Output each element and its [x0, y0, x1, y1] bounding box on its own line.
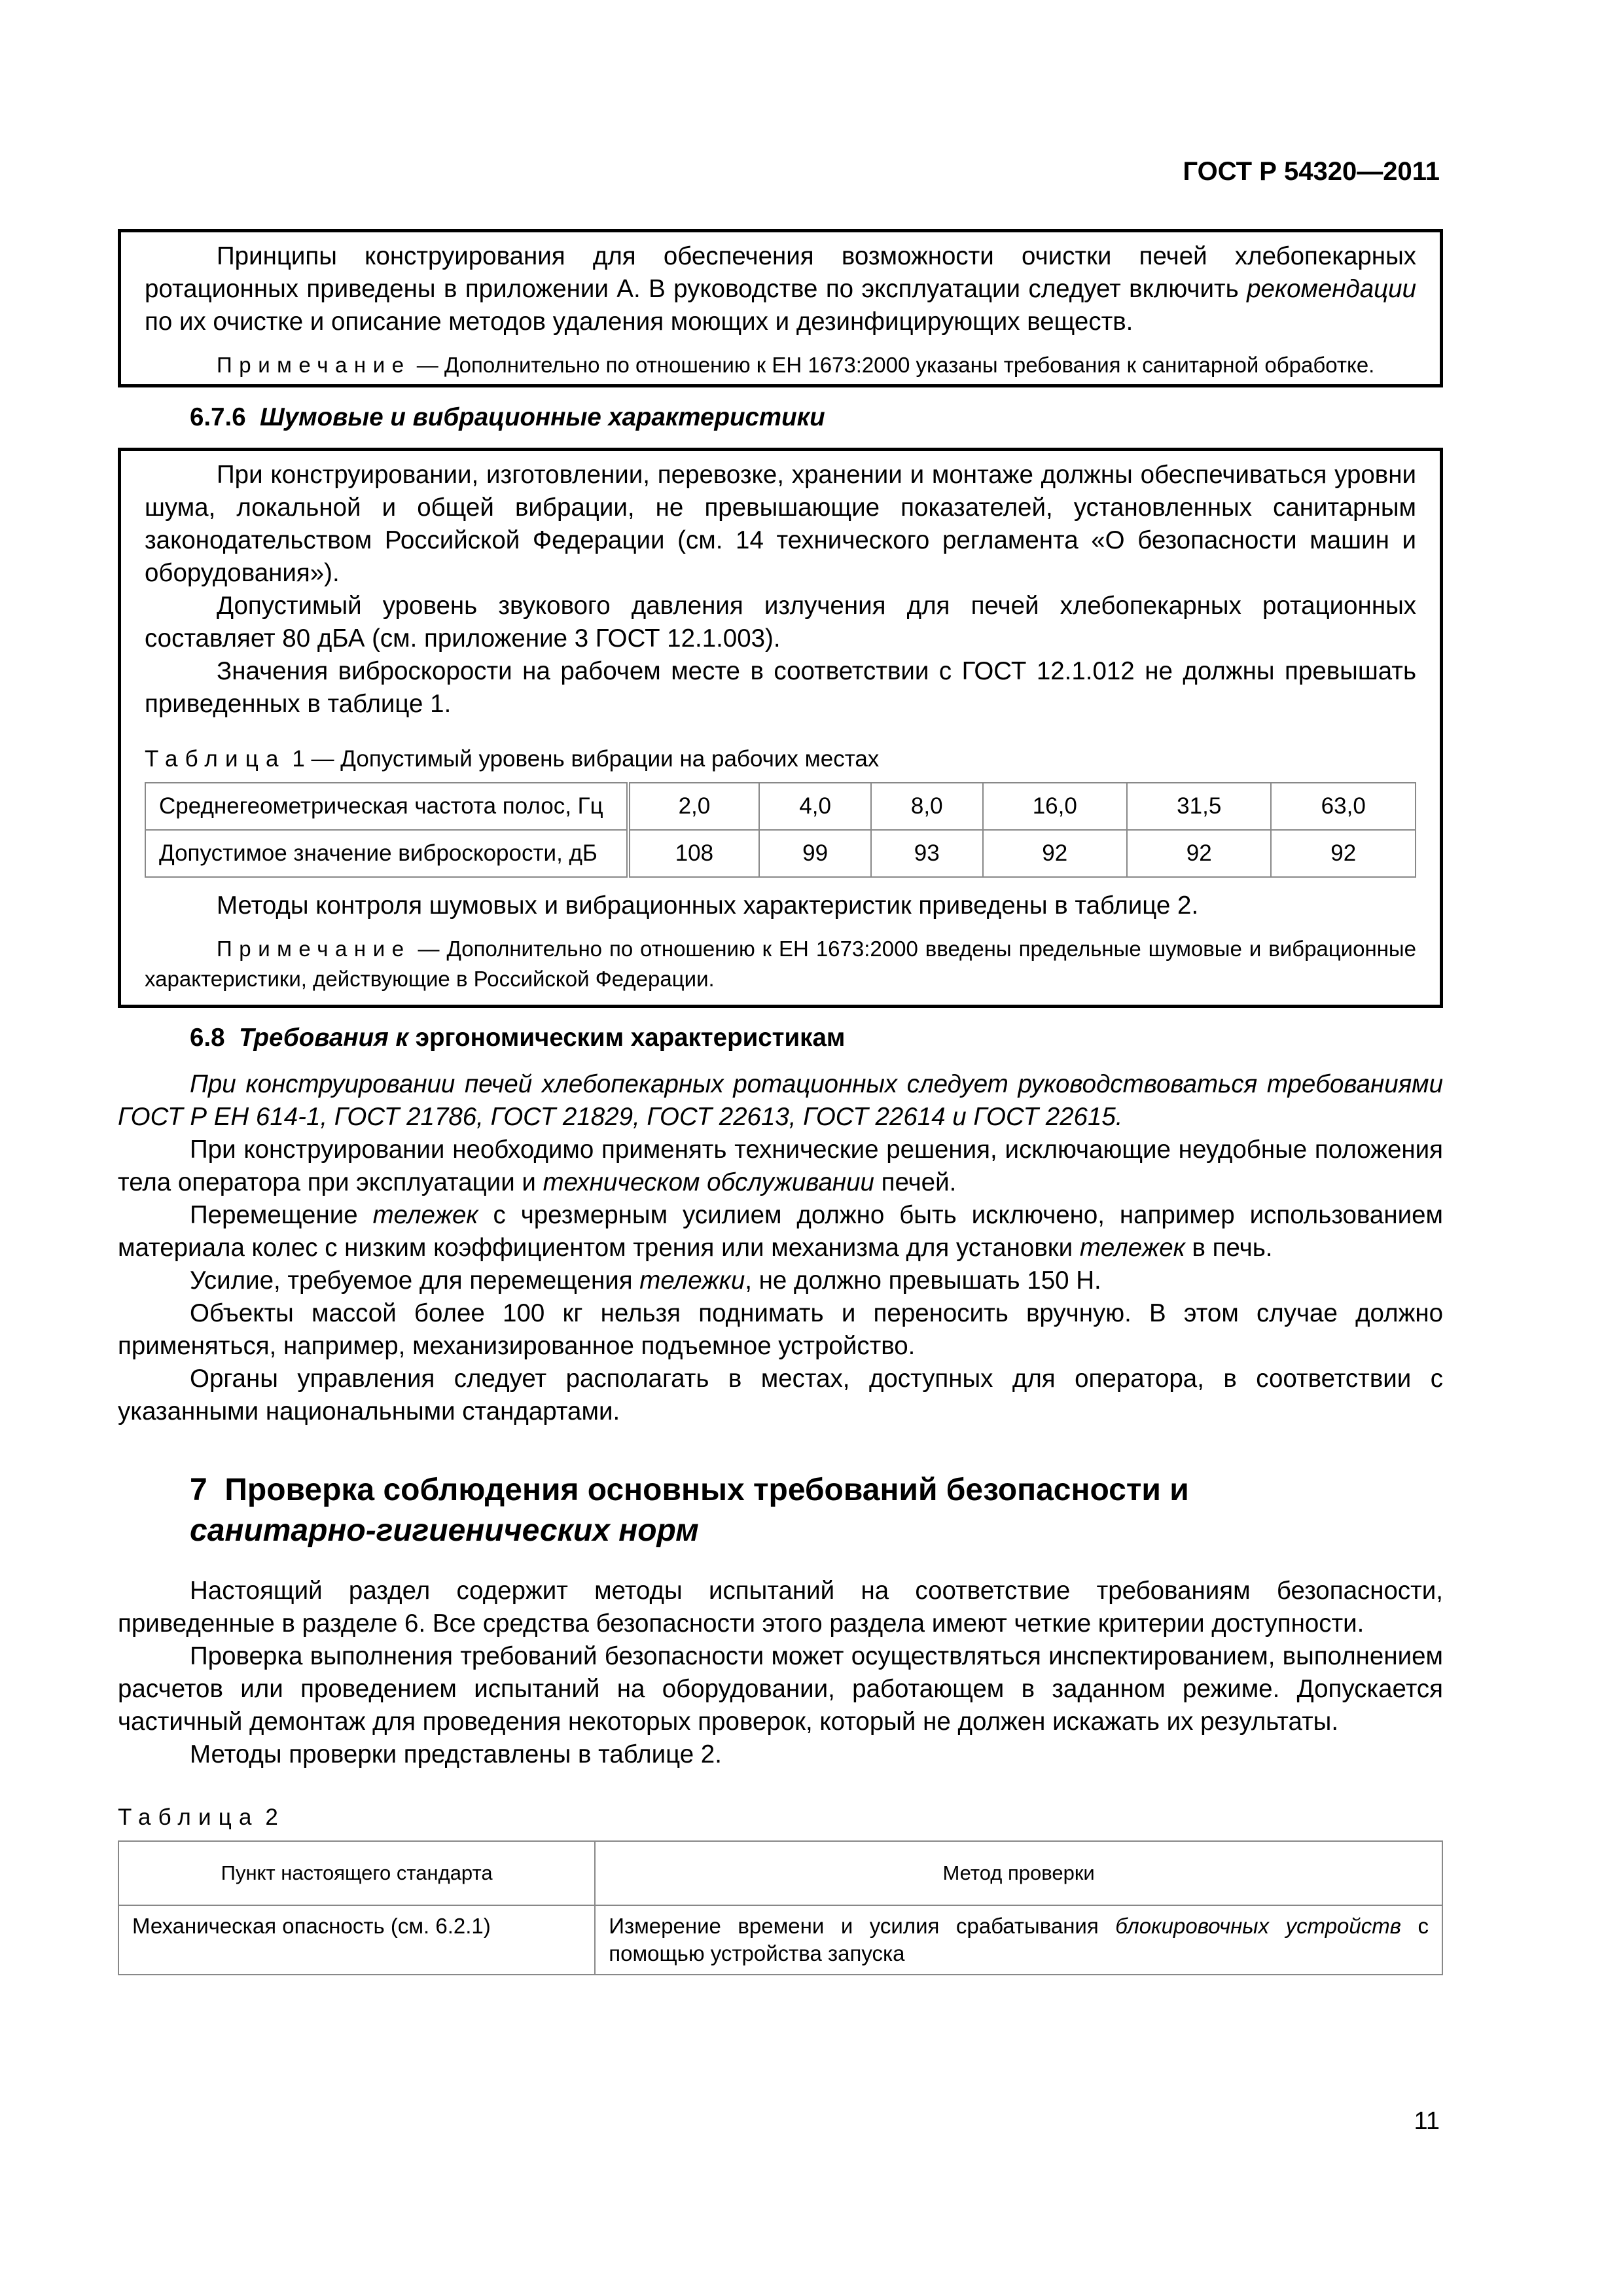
ergonomics-paragraph-1: При конструировании печей хлебопекарных ротационных следует руководствоваться требованиями ГОСТ Р ЕН 614-1, ГОСТ 21786, ГОСТ 21829, ГОСТ 22613, ГОСТ 22614 и ГОСТ 22615. — [118, 1070, 1443, 1131]
noise-paragraph-2: Допустимый уровень звукового давления излучения для печей хлебопекарных ротационных составляет 80 дБА (см. приложение 3 ГОСТ 12.1.003). — [145, 592, 1416, 653]
page-content — [118, 229, 1443, 1975]
ergonomics-paragraph-6: Органы управления следует располагать в местах, доступных для оператора, в соответствии с указанными национальными стандартами. — [118, 1365, 1443, 1426]
ergonomics-paragraph-3: Перемещение тележек с чрезмерным усилием должно быть исключено, например использованием материала колес с низким коэффициентом трения или механизма для установки тележек в печь. — [118, 1201, 1443, 1262]
table-header-row — [118, 1841, 1442, 1905]
verification-paragraph-3: Методы проверки представлены в таблице 2. — [190, 1740, 722, 1768]
vibration-table — [145, 782, 1416, 878]
verification-paragraph-2: Проверка выполнения требований безопасности может осуществляться инспектированием, выполнением расчетов или проведением испытаний на оборудовании, работающем в заданном режиме. Допускается частичный демонтаж для проведения некоторых проверок, который не должен искажать их результаты. — [118, 1642, 1443, 1736]
amendment-box-noise — [118, 448, 1443, 1008]
table-cell: 31,5 — [1127, 783, 1271, 830]
document-id-header: ГОСТ Р 54320—2011 — [1183, 157, 1440, 186]
table-row — [145, 783, 1416, 830]
table-cell: 93 — [871, 830, 983, 877]
ergonomics-paragraph-5: Объекты массой более 100 кг нельзя поднимать и переносить вручную. В этом случае должно применяться, например, механизированное подъемное устройство. — [118, 1299, 1443, 1360]
table-cell: 92 — [983, 830, 1127, 877]
noise-paragraph-4: Методы контроля шумовых и вибрационных характеристик приведены в таблице 2. — [217, 891, 1199, 920]
table-cell: Допустимое значение виброскорости, дБ — [145, 830, 628, 877]
note-noise: Примечание — Дополнительно по отношению к ЕН 1673:2000 введены предельные шумовые и вибрационные характеристики, действующие в Российской Федерации. — [145, 937, 1416, 991]
section-7-heading: 7 Проверка соблюдения основных требований безопасности и санитарно-гигиенических норм — [190, 1473, 1189, 1548]
table-cell: 92 — [1127, 830, 1271, 877]
table-2-caption: Таблица 2 — [118, 1804, 278, 1830]
section-68-heading: 6.8 Требования к эргономическим характеристикам — [190, 1024, 846, 1052]
table-cell: Механическая опасность (см. 6.2.1) — [118, 1905, 595, 1975]
table-cell: 63,0 — [1271, 783, 1416, 830]
noise-paragraph-1: При конструировании, изготовлении, перевозке, хранении и монтаже должны обеспечиваться уровни шума, локальной и общей вибрации, не превышающие показателей, установленных санитарным законодательством Российской Федерации (см. 14 технического регламента «О безопасности машин и оборудования»). — [145, 461, 1416, 587]
table-cell: 4,0 — [759, 783, 871, 830]
table-cell: 108 — [628, 830, 760, 877]
note-sanitary: Примечание — Дополнительно по отношению к ЕН 1673:2000 указаны требования к санитарной обработке. — [217, 353, 1375, 377]
cleaning-paragraph: Принципы конструирования для обеспечения возможности очистки печей хлебопекарных ротационных приведены в приложении А. В руководстве по эксплуатации следует включить рекомендации по их очистке и описание методов удаления моющих и дезинфицирующих веществ. — [145, 242, 1416, 336]
table-cell: 99 — [759, 830, 871, 877]
table-row — [118, 1905, 1442, 1975]
verification-paragraph-1: Настоящий раздел содержит методы испытаний на соответствие требованиям безопасности, приведенные в разделе 6. Все средства безопасности этого раздела имеют четкие критерии доступности. — [118, 1577, 1443, 1638]
page-number: 11 — [1414, 2108, 1440, 2135]
ergonomics-paragraph-4: Усилие, требуемое для перемещения тележки, не должно превышать 150 Н. — [190, 1266, 1101, 1295]
table-cell: 8,0 — [871, 783, 983, 830]
table-cell: 16,0 — [983, 783, 1127, 830]
table-row — [145, 830, 1416, 877]
amendment-box-sanitary — [118, 229, 1443, 387]
table-cell: Измерение времени и усилия срабатывания блокировочных устройств с помощью устройства запуска — [595, 1905, 1442, 1975]
table-cell: 92 — [1271, 830, 1416, 877]
table-1-caption: Таблица 1 — Допустимый уровень вибрации на рабочих местах — [145, 746, 880, 772]
noise-paragraph-3: Значения виброскорости на рабочем месте в соответствии с ГОСТ 12.1.012 не должны превышать приведенных в таблице 1. — [145, 657, 1416, 718]
table-cell: 2,0 — [628, 783, 760, 830]
table-cell: Среднегеометрическая частота полос, Гц — [145, 783, 628, 830]
table-header-cell: Пункт настоящего стандарта — [118, 1841, 595, 1905]
section-676-heading: 6.7.6 Шумовые и вибрационные характеристики — [190, 403, 825, 431]
table-header-cell: Метод проверки — [595, 1841, 1442, 1905]
verification-methods-table — [118, 1840, 1443, 1975]
ergonomics-paragraph-2: При конструировании необходимо применять технические решения, исключающие неудобные положения тела оператора при эксплуатации и техническом обслуживании печей. — [118, 1136, 1443, 1196]
